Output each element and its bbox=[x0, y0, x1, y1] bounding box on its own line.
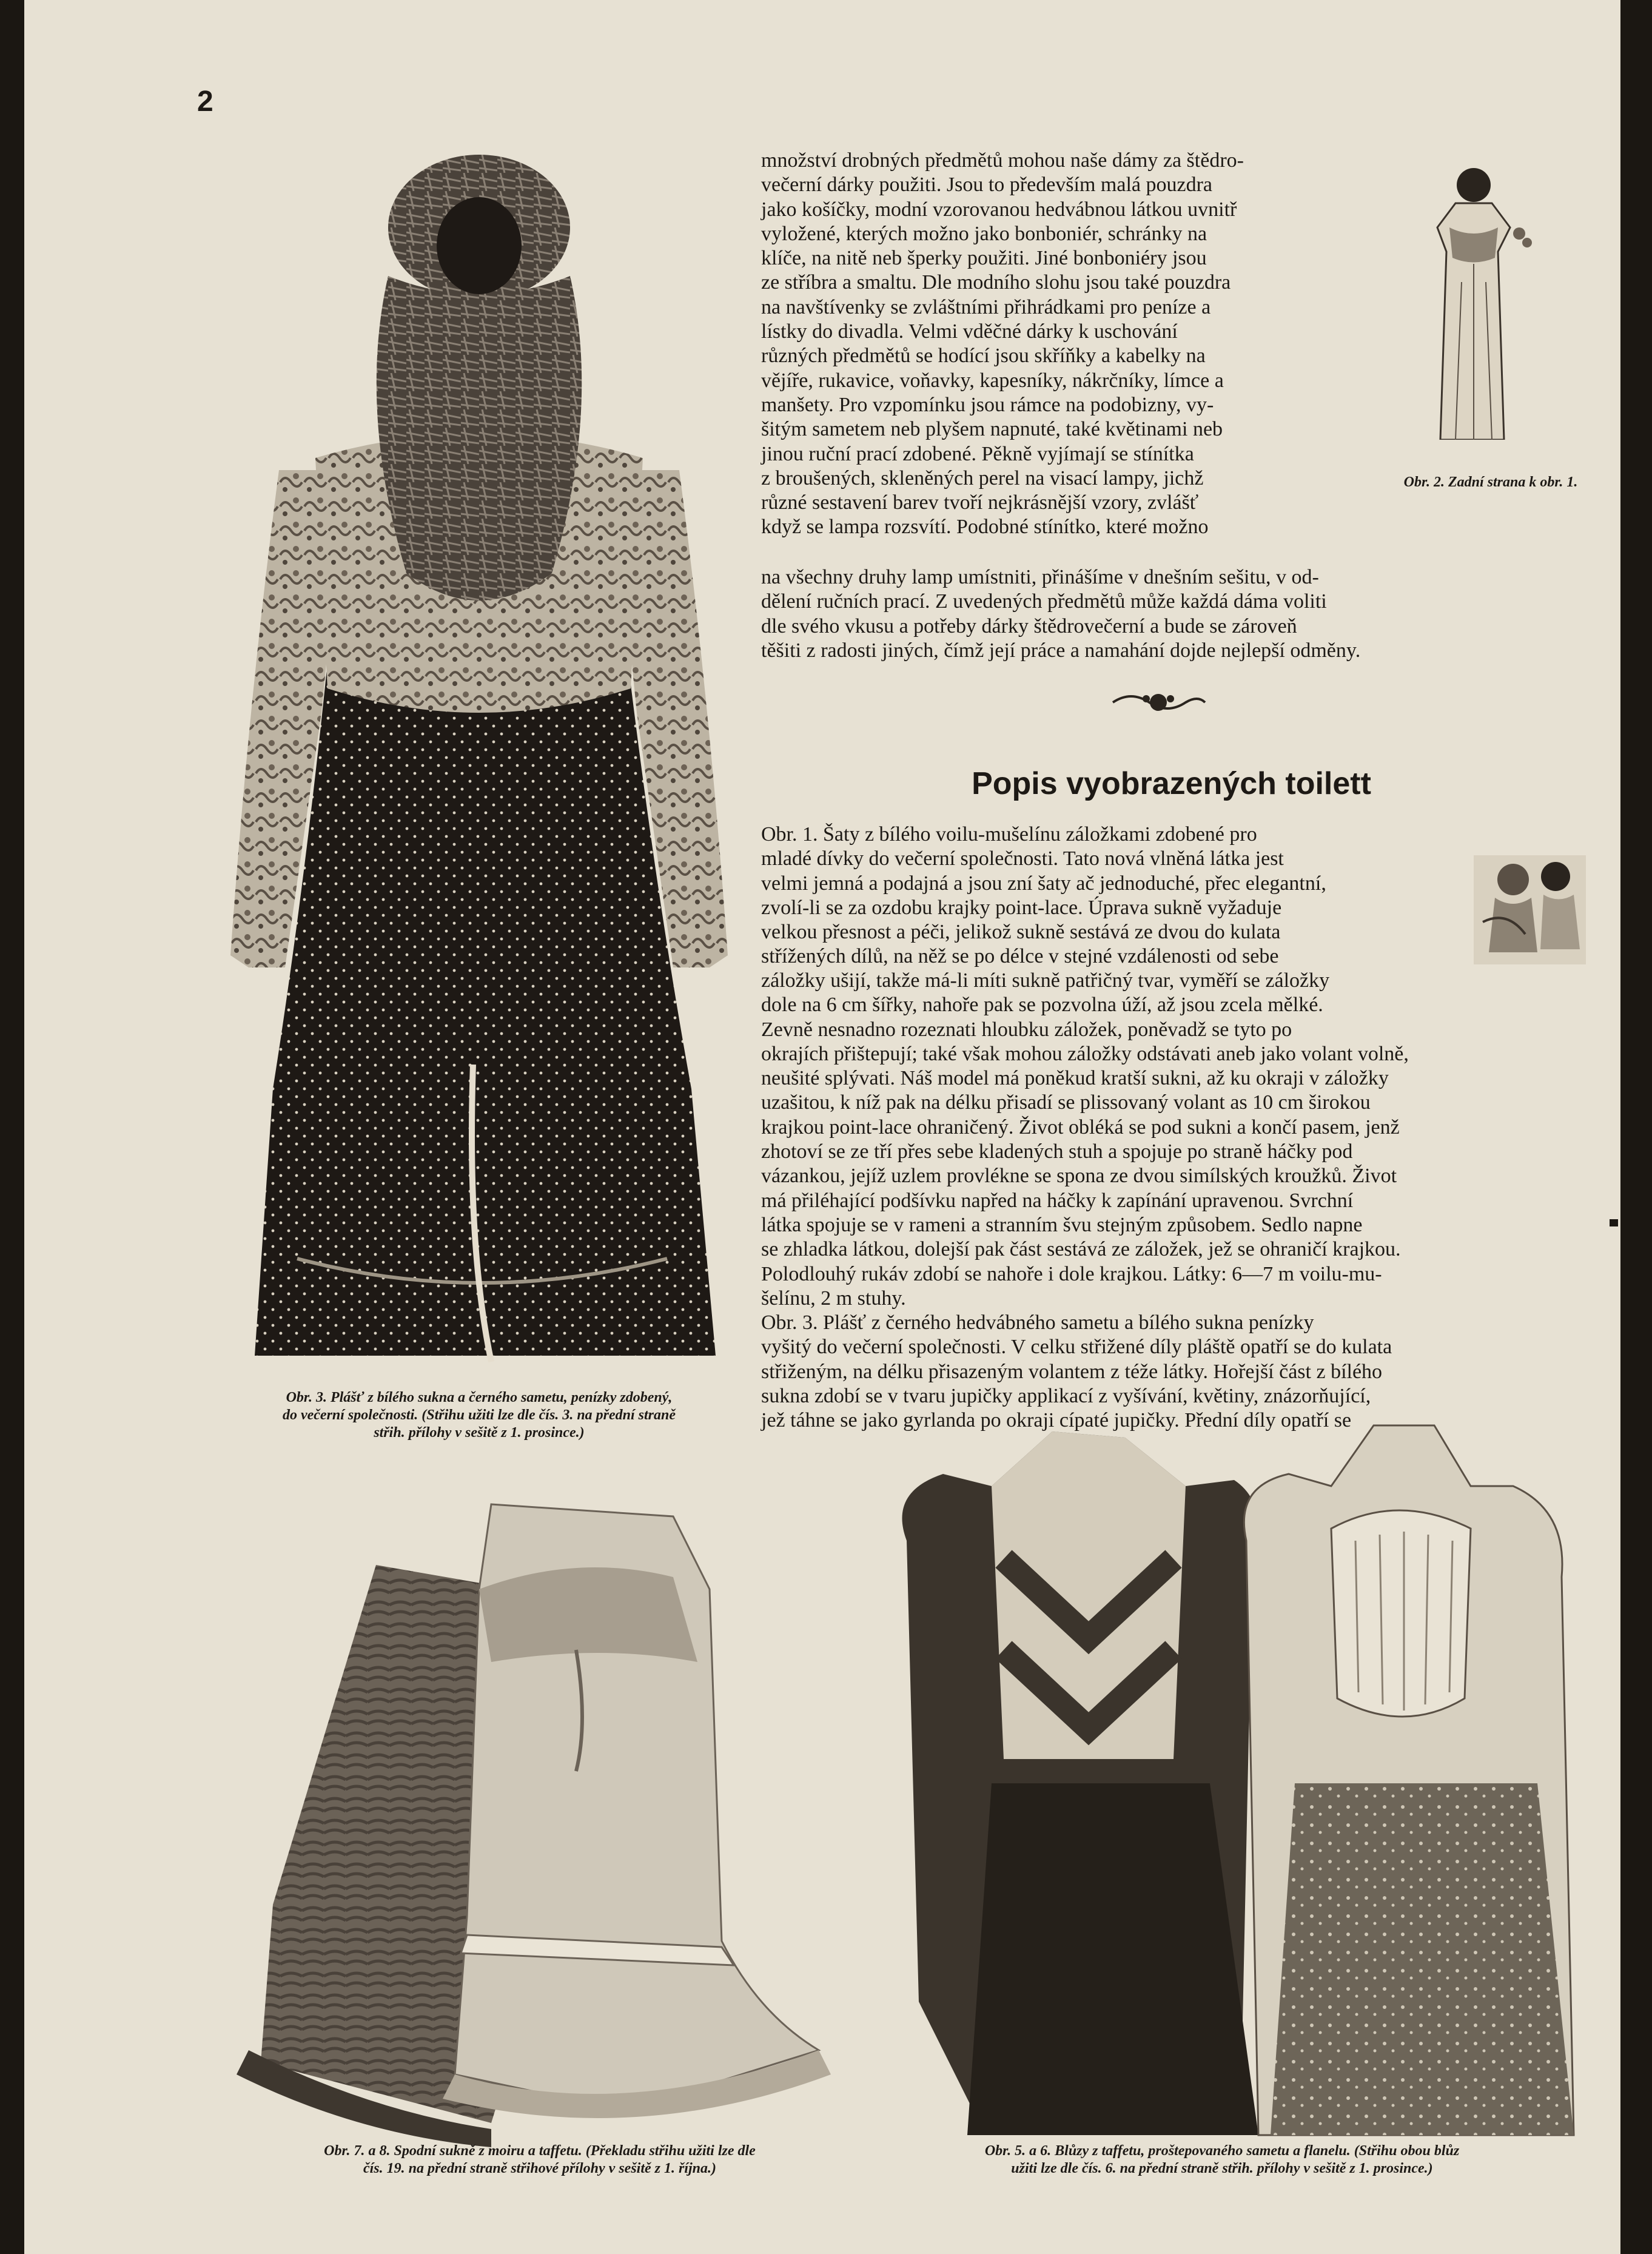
text-line: krajkou point-lace ohraničený. Život obléká se pod sukni a končí pasem, jenž bbox=[761, 1115, 1400, 1139]
petticoats-caption bbox=[206, 2142, 873, 2178]
text-line: manšety. Pro vzpomínku jsou rámce na podobizny, vy- bbox=[761, 393, 1214, 416]
text-line: vyložené, kterých možno jako bonboniér, schránky na bbox=[761, 222, 1207, 245]
caption-line: užiti lze dle čís. 6. na přední straně střih. přílohy v sešitě z 1. prosince.) bbox=[1011, 2161, 1433, 2176]
caption-line: čís. 19. na přední straně střihové přílohy v sešitě z 1. října.) bbox=[363, 2161, 717, 2176]
text-line: má přiléhající podšívku napřed na háčky k zapínání upravenou. Svrchní bbox=[761, 1189, 1354, 1212]
description-text bbox=[761, 823, 1459, 969]
caption-line: do večerní společnosti. (Střihu užiti lze dle čís. 3. na přední straně bbox=[282, 1407, 676, 1423]
text-line: látka spojuje se v rameni a stranním švu stejným způsobem. Sedlo napne bbox=[761, 1213, 1363, 1236]
fig2-caption: Obr. 2. Zadní strana k obr. 1. bbox=[1403, 474, 1578, 490]
text-line: na navštívenky se zvláštními přihrádkami pro peníze a bbox=[761, 295, 1211, 318]
text-line: dole na 6 cm šířky, nahoře pak se pozvolna úží, až jsou zcela mělké. bbox=[761, 994, 1323, 1017]
text-line: zvolí-li se za ozdobu krajky point-lace. Úprava sukně vyžaduje bbox=[761, 896, 1282, 919]
petticoats-illustration bbox=[237, 1468, 849, 2147]
coat-illustration bbox=[206, 155, 752, 1374]
dress-back-illustration bbox=[1407, 161, 1540, 440]
text-line: střížených dílů, na něž se po délce v stejné vzdálenosti od sebe bbox=[761, 945, 1279, 968]
text-line: z broušených, skleněných perel na visací lampy, jichž bbox=[761, 466, 1204, 489]
text-line: uzašitou, k níž pak na délku přisadí se plissovaný volant as 10 cm širokou bbox=[761, 1091, 1371, 1114]
text-line: různé sestavení barev tvoří nejkrásnější vzory, zvlášť bbox=[761, 491, 1199, 514]
text-line: vějíře, rukavice, voňavky, kapesníky, nákrčníky, límce a bbox=[761, 369, 1224, 392]
text-line: zhotoví se ze tří přes sebe kladených stuh a spojuje po straně háčky pod bbox=[761, 1140, 1353, 1163]
text-line: šelínu, 2 m stuhy. bbox=[761, 1287, 906, 1310]
text-line: dělení ručních prací. Z uvedených předmětů může každá dáma voliti bbox=[761, 590, 1327, 613]
text-line: jako košíčky, modní vzorovanou hedvábnou látkou uvnitř bbox=[761, 198, 1237, 221]
caption-line: Obr. 7. a 8. Spodní sukně z moiru a taffetu. (Překladu střihu užiti lze dle bbox=[324, 2143, 756, 2159]
text-line: když se lampa rozsvítí. Podobné stínítko, které možno bbox=[761, 516, 1209, 539]
text-line: střiženým, na délku přisazeným volantem z téže látky. Hořejší část z bílého bbox=[761, 1360, 1383, 1383]
text-line: večerní dárky použiti. Jsou to především malá pouzdra bbox=[761, 173, 1212, 197]
intro-text bbox=[761, 149, 1389, 540]
blouses-caption bbox=[879, 2142, 1565, 2178]
text-line: jež táhne se jako gyrlanda po okraji cípaté jupičky. Přední díly opatří se bbox=[761, 1409, 1352, 1432]
text-line: Obr. 1. Šaty z bílého voilu-mušelínu záložkami zdobené pro bbox=[761, 823, 1257, 846]
text-line: sukna zdobí se v tvaru jupičky applikací z vyšívání, květiny, znázorňující, bbox=[761, 1385, 1371, 1408]
text-line: okrajích přištepují; také však mohou záložky odstávati aneb jako volant volně, bbox=[761, 1042, 1409, 1065]
text-line: šitým sametem neb plyšem napnuté, také květinami neb bbox=[761, 418, 1223, 441]
text-line: množství drobných předmětů mohou naše dámy za štědro- bbox=[761, 149, 1244, 172]
text-line: Polodlouhý rukáv zdobí se nahoře i dole krajkou. Látky: 6—7 m voilu-mu- bbox=[761, 1262, 1382, 1285]
text-line: vyšitý do večerní společnosti. V celku střižené díly pláště opatří se do kulata bbox=[761, 1336, 1392, 1359]
text-line: na všechny druhy lamp umístniti, přinášíme v dnešním sešitu, v od- bbox=[761, 566, 1319, 588]
intro-text-continued bbox=[761, 565, 1582, 663]
caption-line: Obr. 5. a 6. Blůzy z taffetu, proštepovaného sametu a flanelu. (Střihu obou blůz bbox=[984, 2143, 1460, 2159]
edge-mark bbox=[1610, 1219, 1618, 1226]
text-line: mladé dívky do večerní společnosti. Tato nová vlněná látka jest bbox=[761, 847, 1284, 870]
text-line: vázankou, jejíž uzlem provlékne se spona ze dvou simílských kroužků. Život bbox=[761, 1165, 1397, 1188]
text-line: Zevně nesnadno rozeznati hloubku záložek, poněvadž se tyto po bbox=[761, 1018, 1292, 1041]
text-line: záložky ušijí, takže má-li míti sukně patřičný tvar, vyměří se záložky bbox=[761, 969, 1330, 992]
text-line: velkou přesnost a péči, jelikož sukně sestává ze dvou do kulata bbox=[761, 921, 1281, 944]
text-line: dle svého vkusu a potřeby dárky štědrovečerní a bude se zároveň bbox=[761, 614, 1297, 638]
description-text-continued bbox=[761, 969, 1582, 1433]
coat-caption bbox=[212, 1389, 746, 1442]
blouses-illustration bbox=[870, 1419, 1580, 2141]
caption-line: Obr. 3. Plášť z bílého sukna a černého sametu, penízky zdobený, bbox=[286, 1390, 673, 1405]
text-line: neušité splývati. Náš model má poněkud kratší sukni, až ku okraji v záložky bbox=[761, 1067, 1389, 1090]
text-line: různých předmětů se hodící jsou skříňky a kabelky na bbox=[761, 345, 1206, 368]
ornament-divider bbox=[1107, 684, 1210, 721]
text-line: jinou ruční prací zdobené. Pěkně vyjímají se stínítka bbox=[761, 442, 1194, 465]
caption-line: střih. přílohy v sešitě z 1. prosince.) bbox=[374, 1425, 585, 1441]
text-line: lístky do divadla. Velmi vděčné dárky k uschování bbox=[761, 320, 1178, 343]
text-line: klíče, na nitě neb šperky použiti. Jiné bonboniéry jsou bbox=[761, 247, 1207, 270]
text-line: velmi jemná a podajná a jsou zní šaty ač jednoduché, přec elegantní, bbox=[761, 872, 1326, 895]
children-vignette bbox=[1471, 849, 1589, 971]
magazine-page bbox=[24, 0, 1620, 2254]
text-line: Obr. 3. Plášť z černého hedvábného sametu a bílého sukna penízky bbox=[761, 1311, 1314, 1334]
text-line: ze stříbra a smaltu. Dle modního slohu jsou také pouzdra bbox=[761, 271, 1231, 294]
section-heading: Popis vyobrazených toilett bbox=[972, 766, 1371, 801]
text-line: se zhladka látkou, dolejší pak část sestává ze záložek, jež se ohraničí krajkou. bbox=[761, 1238, 1401, 1261]
page-number: 2 bbox=[197, 86, 213, 118]
text-line: těšiti z radosti jiných, čímž její práce a namahání dojde nejlepší odměny. bbox=[761, 639, 1361, 662]
